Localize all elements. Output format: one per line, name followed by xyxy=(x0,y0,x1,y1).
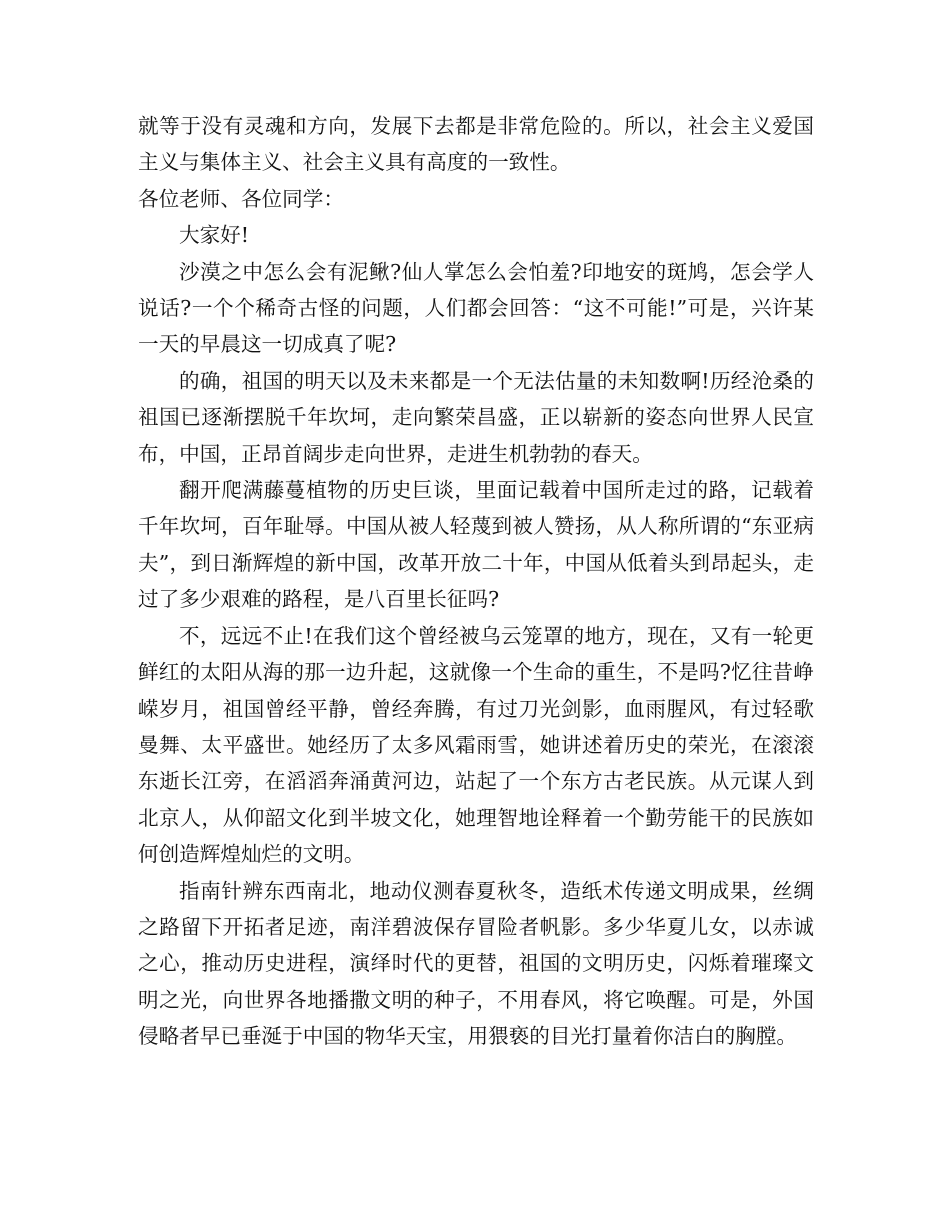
document-body xyxy=(138,108,814,1055)
paragraph-not-only: 不，远远不止!在我们这个曾经被乌云笼罩的地方，现在，又有一轮更鲜红的太阳从海的那一边升起，这就像一个生命的重生，不是吗?忆往昔峥嵘岁月，祖国曾经平静，曾经奔腾，有过刀光剑影，血雨腥风，有过轻歌曼舞、太平盛世。她经历了太多风霜雨雪，她讲述着历史的荣光，在滚滚东逝长江旁，在滔滔奔涌黄河边，站起了一个东方古老民族。从元谋人到北京人，从仰韶文化到半坡文化，她理智地诠释着一个勤劳能干的民族如何创造辉煌灿烂的文明。 xyxy=(138,623,814,867)
paragraph-greeting: 大家好! xyxy=(179,223,250,248)
paragraph-history-book: 翻开爬满藤蔓植物的历史巨谈，里面记载着中国所走过的路，记载着千年坎坷，百年耻辱。中国从被人轻蔑到被人赞扬，从人称所谓的“东亚病夫”，到日渐辉煌的新中国，改革开放二十年，中国从低着头到昂起头，走过了多少艰难的路程，是八百里长征吗? xyxy=(138,478,814,612)
paragraph-motherland-future: 的确，祖国的明天以及未来都是一个无法估量的未知数啊!历经沧桑的祖国已逐渐摆脱千年坎坷，走向繁荣昌盛，正以崭新的姿态向世界人民宣布，中国，正昂首阔步走向世界，走进生机勃勃的春天。 xyxy=(138,368,814,466)
paragraph-inventions: 指南针辨东西南北，地动仪测春夏秋冬，造纸术传递文明成果，丝绸之路留下开拓者足迹，南洋碧波保存冒险者帆影。多少华夏儿女，以赤诚之心，推动历史进程，演绎时代的更替，祖国的文明历史，闪烁着璀璨文明之光，向世界各地播撒文明的种子，不用春风，将它唤醒。可是，外国侵略者早已垂涎于中国的物华天宝，用猥亵的目光打量着你洁白的胸膛。 xyxy=(138,878,814,1049)
paragraph-continuation: 就等于没有灵魂和方向，发展下去都是非常危险的。所以，社会主义爱国主义与集体主义、社会主义具有高度的一致性。 xyxy=(138,114,814,175)
paragraph-salutation: 各位老师、各位同学： xyxy=(138,186,344,211)
paragraph-desert-questions: 沙漠之中怎么会有泥鳅?仙人掌怎么会怕羞?印地安的斑鸠，怎会学人说话?一个个稀奇古怪的问题，人们都会回答：“这不可能!”可是，兴许某一天的早晨这一切成真了呢? xyxy=(138,259,814,357)
